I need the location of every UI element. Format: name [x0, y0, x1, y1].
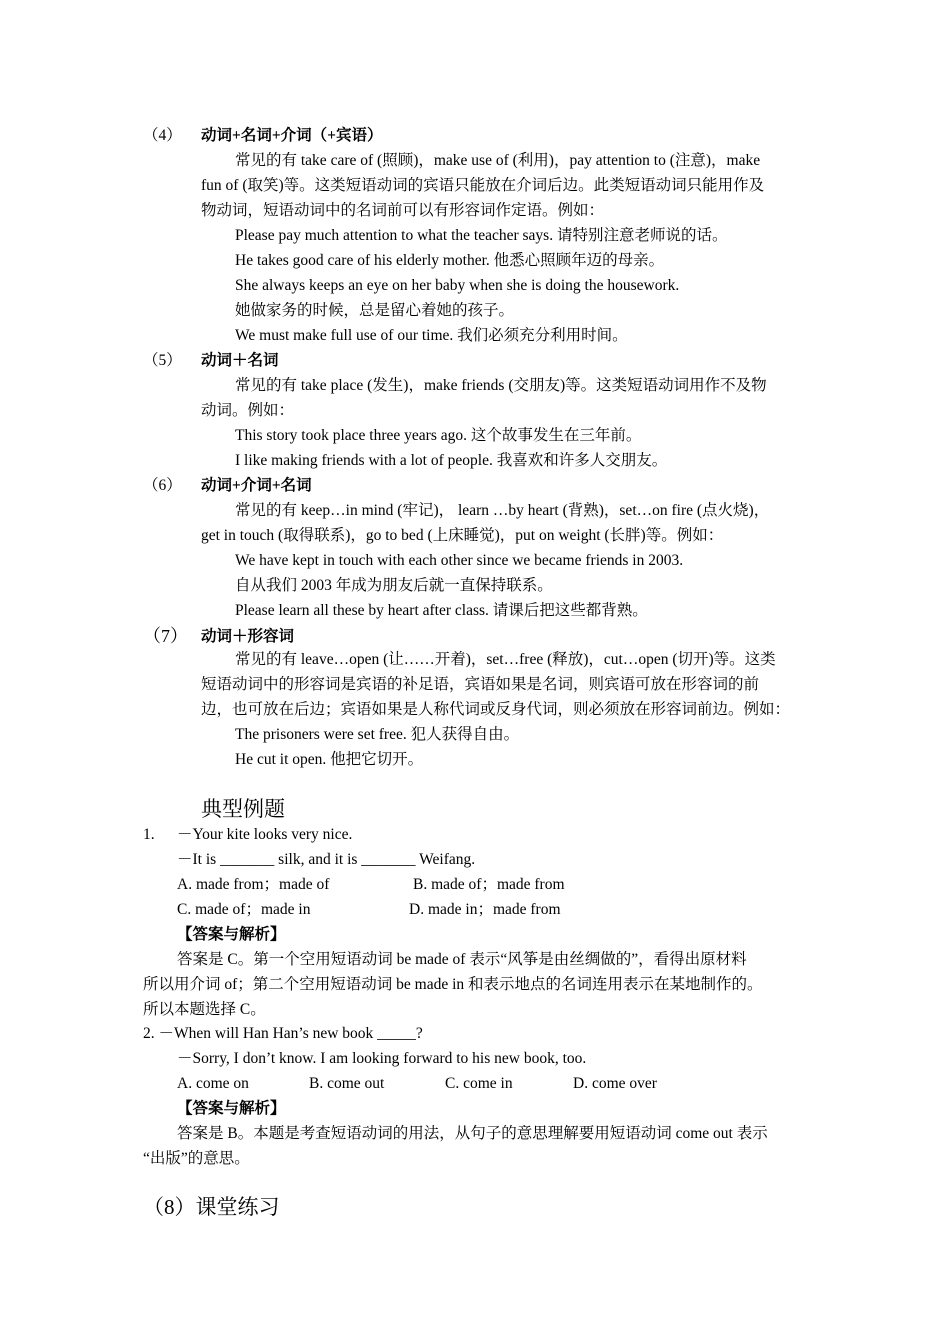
question-1-line-2: －It is _______ silk, and it is _______ Weifang. [177, 851, 476, 868]
examples-title: 典型例题 [201, 797, 285, 821]
section-6-number: （6） [143, 477, 182, 494]
question-1-answer-line-2: 所以用介词 of；第二个空用短语动词 be made in 和表示地点的名词连用表示在某地制作的。 [143, 976, 763, 993]
section-4-number: （4） [143, 127, 182, 144]
question-1-line-1: －Your kite looks very nice. [177, 826, 353, 843]
section-5-example-1: This story took place three years ago. 这个故事发生在三年前。 [235, 427, 642, 444]
section-5-heading: 动词＋名词 [201, 352, 279, 369]
section-4-line-3: 物动词，短语动词中的名词前可以有形容词作定语。例如： [201, 202, 605, 219]
question-2-answer-heading: 【答案与解析】 [177, 1100, 286, 1117]
question-1-answer-line-3: 所以本题选择 C。 [143, 1001, 266, 1018]
question-1-option-a: A. made from；made of [177, 876, 330, 893]
question-1-option-d: D. made in；made from [409, 901, 561, 918]
question-1-answer-line-1: 答案是 C。第一个空用短语动词 be made of 表示“风筝是由丝绸做的”，看得出原材料 [177, 951, 747, 968]
section-5-line-1: 常见的有 take place (发生)，make friends (交朋友)等。这类短语动词用作不及物 [235, 377, 767, 394]
section-6-heading: 动词+介词+名词 [201, 477, 312, 494]
section-5-example-2: I like making friends with a lot of people. 我喜欢和许多人交朋友。 [235, 452, 668, 469]
section-4-line-2: fun of (取笑)等。这类短语动词的宾语只能放在介词后边。此类短语动词只能用作及 [201, 177, 765, 194]
section-4-example-2: He takes good care of his elderly mother. 他悉心照顾年迈的母亲。 [235, 252, 665, 269]
section-6-line-1: 常见的有 keep…in mind (牢记)， learn …by heart (背熟)，set…on fire (点火烧)， [235, 502, 770, 519]
section-4-heading: 动词+名词+介词（+宾语） [201, 127, 383, 144]
question-2-answer-line-1: 答案是 B。本题是考查短语动词的用法，从句子的意思理解要用短语动词 come out 表示 [177, 1125, 768, 1142]
section-7-number: （7） [143, 626, 188, 646]
section-4-line-1: 常见的有 take care of (照顾)，make use of (利用)，pay attention to (注意)，make [235, 152, 761, 169]
section-5-number: （5） [143, 352, 182, 369]
question-2-option-c: C. come in [445, 1075, 513, 1092]
question-1-answer-heading: 【答案与解析】 [177, 926, 286, 943]
question-2-option-d: D. come over [573, 1075, 657, 1092]
section-7-line-1: 常见的有 leave…open (让……开着)，set…free (释放)，cut…open (切开)等。这类 [235, 651, 776, 668]
question-1-number: 1. [143, 826, 155, 843]
section-7-example-2: He cut it open. 他把它切开。 [235, 751, 424, 768]
section-7-line-3: 边，也可放在后边；宾语如果是人称代词或反身代词，则必须放在形容词前边。例如： [201, 701, 791, 718]
question-2-option-b: B. come out [309, 1075, 385, 1092]
question-2-option-a: A. come on [177, 1075, 249, 1092]
section-7-example-1: The prisoners were set free. 犯人获得自由。 [235, 726, 520, 743]
question-2-line-2: －Sorry, I don’t know. I am looking forward to his new book, too. [177, 1050, 587, 1067]
section-4-example-3: She always keeps an eye on her baby when she is doing the housework. [235, 277, 680, 294]
section-6-example-3: Please learn all these by heart after class. 请课后把这些都背熟。 [235, 602, 648, 619]
section-6-example-1: We have kept in touch with each other since we became friends in 2003. [235, 552, 684, 569]
section-4-example-1: Please pay much attention to what the teacher says. 请特别注意老师说的话。 [235, 227, 728, 244]
question-2-line-1: 2. －When will Han Han’s new book _____? [143, 1025, 423, 1042]
section-4-example-5: We must make full use of our time. 我们必须充分利用时间。 [235, 327, 628, 344]
section-7-line-2: 短语动词中的形容词是宾语的补足语，宾语如果是名词，则宾语可放在形容词的前 [201, 676, 760, 693]
section-4-example-4: 她做家务的时候，总是留心着她的孩子。 [235, 302, 515, 319]
question-1-option-c: C. made of；made in [177, 901, 311, 918]
practice-title: （8）课堂练习 [143, 1195, 280, 1219]
question-1-option-b: B. made of；made from [413, 876, 565, 893]
section-7-heading: 动词＋形容词 [201, 628, 295, 645]
section-6-example-2: 自从我们 2003 年成为朋友后就一直保持联系。 [235, 577, 553, 594]
section-5-line-2: 动词。例如： [201, 402, 295, 419]
question-2-answer-line-2: “出版”的意思。 [143, 1150, 250, 1167]
section-6-line-2: get in touch (取得联系)，go to bed (上床睡觉)，put on weight (长胖)等。例如： [201, 527, 724, 544]
